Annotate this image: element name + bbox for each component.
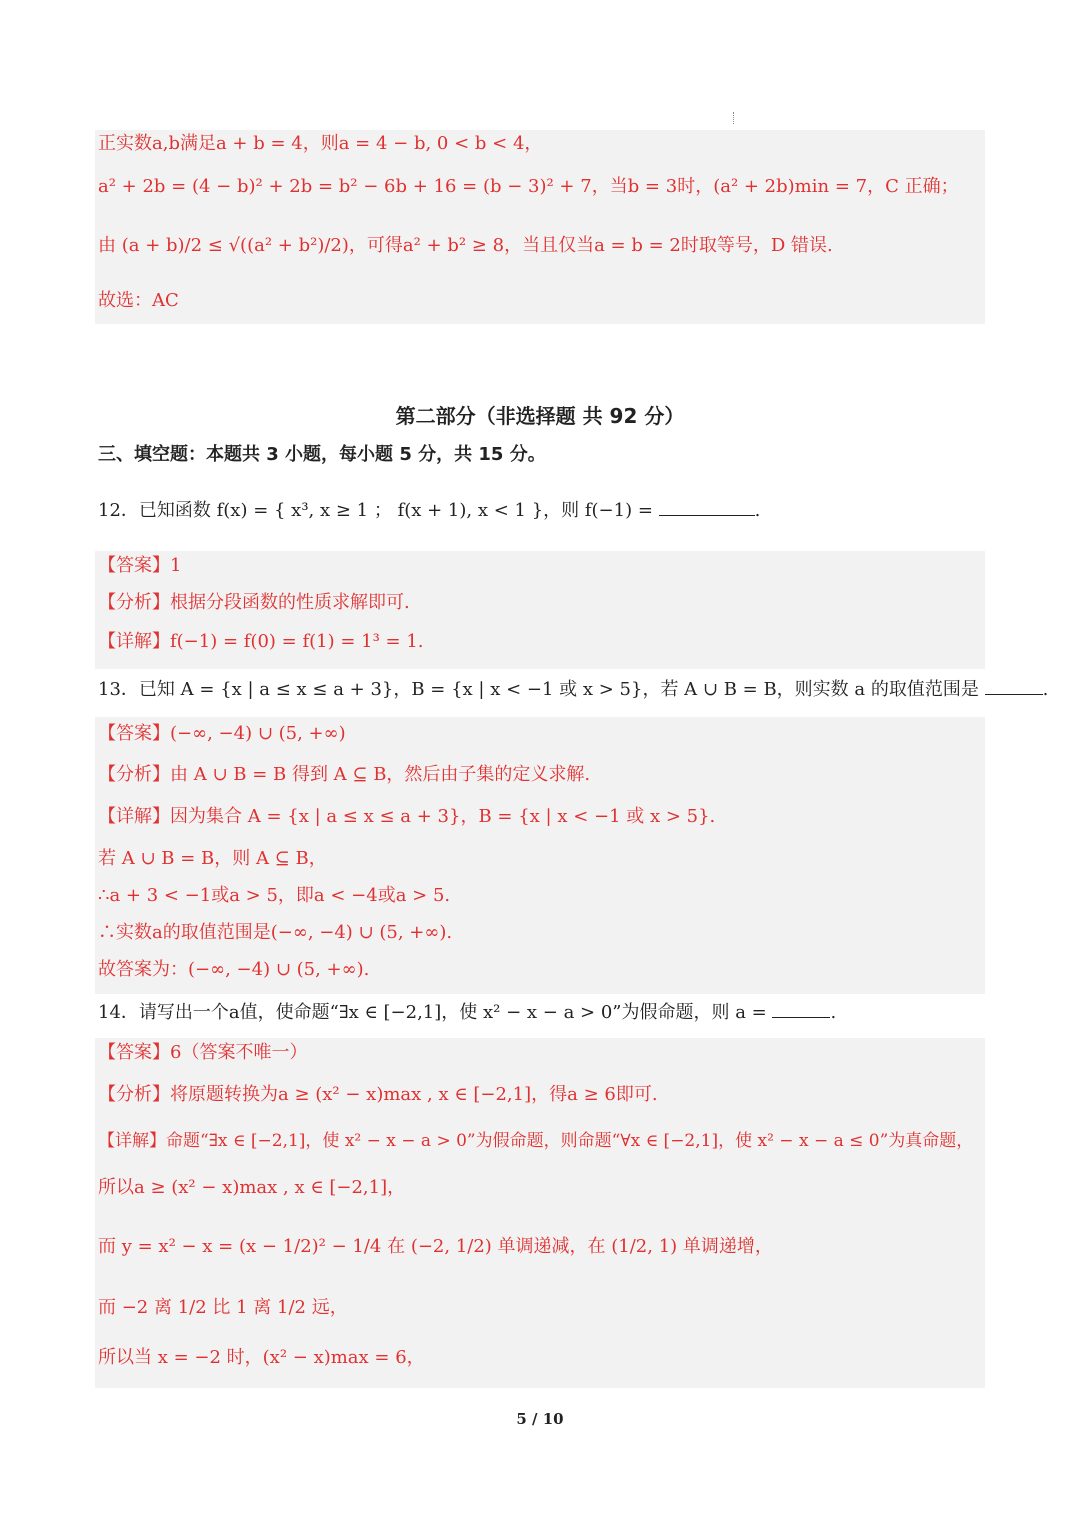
question-12: 12．已知函数 f(x) = { x³, x ≥ 1 ； f(x + 1), x < 1 }，则 f(−1) = . [98, 497, 760, 524]
answer-blank [659, 497, 755, 516]
question-stem: 12．已知函数 f(x) = { x³, x ≥ 1 ； f(x + 1), x < 1 }，则 f(−1) = [98, 500, 653, 521]
detail-line: 而 −2 离 1/2 比 1 离 1/2 远， [98, 1297, 348, 1318]
section-heading: 三、填空题：本题共 3 小题，每小题 5 分，共 15 分。 [98, 444, 546, 465]
detail-line: 所以a ≥ (x² − x)max , x ∈ [−2,1]， [98, 1177, 406, 1198]
page-number: 5 / 10 [516, 1410, 564, 1428]
detail-line: 若 A ∪ B = B，则 A ⊆ B， [98, 848, 327, 869]
detail-line: ∴a + 3 < −1或a > 5，即a < −4或a > 5. [98, 885, 451, 906]
question-14: 14．请写出一个a值，使命题“∃x ∈ [−2,1]，使 x² − x − a > 0”为假命题，则 a = . [98, 999, 836, 1026]
detail-line: 故答案为：(−∞, −4) ∪ (5, +∞). [98, 959, 370, 980]
detail-line: 而 y = x² − x = (x − 1/2)² − 1/4 在 (−2, 1/2) 单调递减，在 (1/2, 1) 单调递增， [98, 1236, 773, 1257]
solution-line: 由 (a + b)/2 ≤ √((a² + b²)/2)，可得a² + b² ≥ 8，当且仅当a = b = 2时取等号，D 错误. [98, 235, 833, 256]
solution-box-11 [95, 130, 985, 324]
detail-line: 【详解】f(−1) = f(0) = f(1) = 1³ = 1. [98, 631, 424, 652]
question-13: 13．已知 A = {x | a ≤ x ≤ a + 3}，B = {x | x < −1 或 x > 5}，若 A ∪ B = B，则实数 a 的取值范围是 . [98, 676, 1048, 703]
question-stem: 13．已知 A = {x | a ≤ x ≤ a + 3}，B = {x | x < −1 或 x > 5}，若 A ∪ B = B，则实数 a 的取值范围是 [98, 679, 979, 700]
answer-blank [985, 676, 1043, 695]
detail-line: 所以当 x = −2 时，(x² − x)max = 6， [98, 1347, 425, 1368]
section-title: 第二部分（非选择题 共 92 分） [395, 404, 685, 428]
analysis-line: 【分析】将原题转换为a ≥ (x² − x)max , x ∈ [−2,1]，得a ≥ 6即可. [98, 1084, 658, 1105]
analysis-line: 【分析】根据分段函数的性质求解即可. [98, 592, 410, 613]
detail-line: 【详解】因为集合 A = {x | a ≤ x ≤ a + 3}，B = {x | x < −1 或 x > 5}. [98, 806, 716, 827]
answer-line: 【答案】1 [98, 555, 182, 576]
detail-line: ∴实数a的取值范围是(−∞, −4) ∪ (5, +∞). [98, 922, 453, 943]
answer-line: 【答案】6（答案不唯一） [98, 1042, 308, 1063]
analysis-line: 【分析】由 A ∪ B = B 得到 A ⊆ B，然后由子集的定义求解. [98, 764, 591, 785]
detail-line: 【详解】命题“∃x ∈ [−2,1]，使 x² − x − a > 0”为假命题，则命题“∀x ∈ [−2,1]，使 x² − x − a ≤ 0”为真命题， [98, 1131, 974, 1151]
solution-line: 正实数a,b满足a + b = 4，则a = 4 − b, 0 < b < 4， [98, 133, 543, 154]
answer-blank [772, 999, 830, 1018]
margin-mark [733, 112, 735, 124]
answer-line: 【答案】(−∞, −4) ∪ (5, +∞) [98, 723, 346, 744]
question-stem: 14．请写出一个a值，使命题“∃x ∈ [−2,1]，使 x² − x − a > 0”为假命题，则 a = [98, 1002, 767, 1023]
solution-line: a² + 2b = (4 − b)² + 2b = b² − 6b + 16 = (b − 3)² + 7，当b = 3时，(a² + 2b)min = 7，C 正确； [98, 176, 959, 197]
solution-line: 故选：AC [98, 290, 179, 311]
